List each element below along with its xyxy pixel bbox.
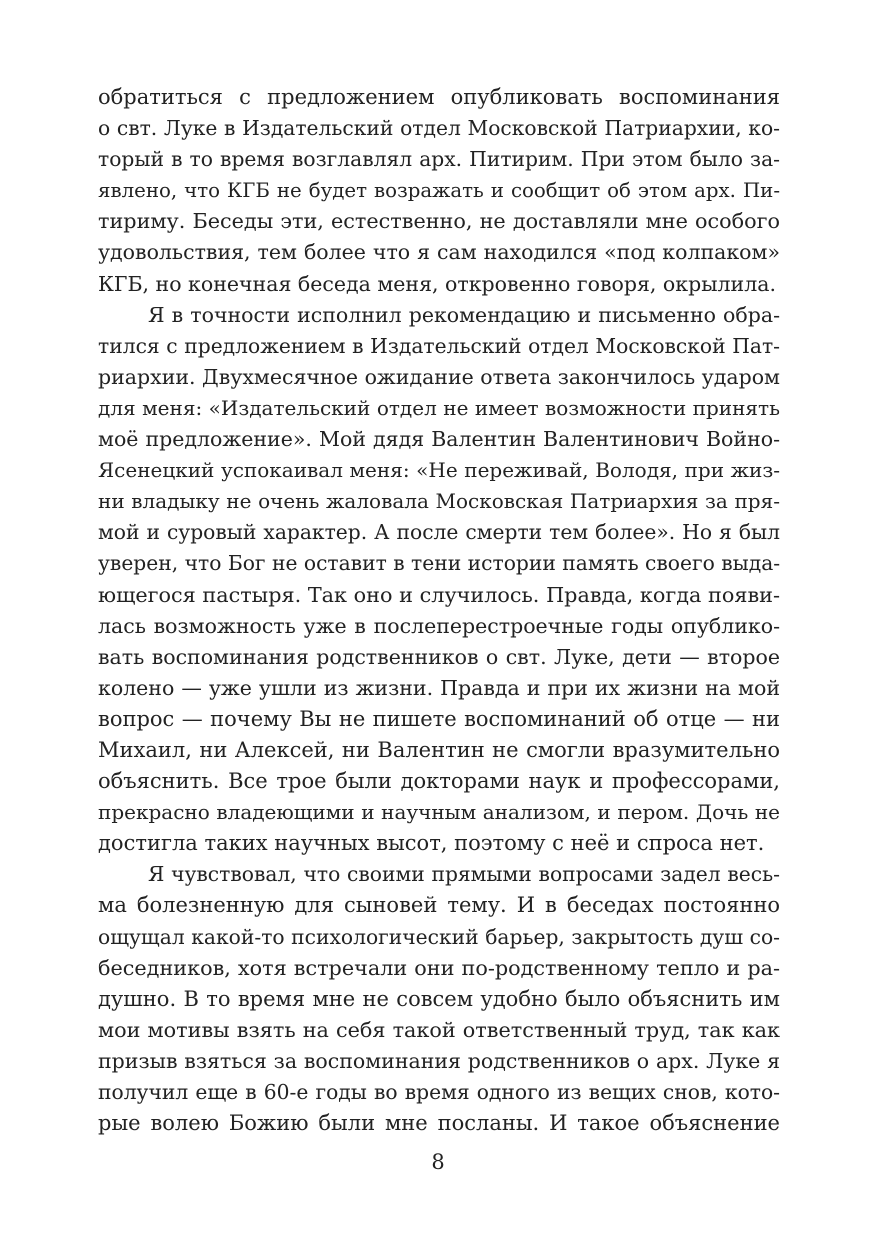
text-line: торый в то время возглавлял арх. Питирим. При этом было за-: [98, 147, 780, 172]
text-line: ощущал какой-то психологический барьер, закрытость душ со-: [98, 924, 780, 949]
text-line: прекрасно владеющими и научным анализом, и пером. Дочь не: [98, 800, 780, 825]
text-line: колено — уже ушли из жизни. Правда и при их жизни на мой: [98, 675, 780, 700]
text-line: объяснить. Все трое были докторами наук и профессорами,: [98, 769, 780, 794]
text-line: о свт. Луке в Издательский отдел Московской Патриархии, ко-: [98, 116, 780, 141]
text-line: Михаил, ни Алексей, ни Валентин не смогли вразумительно: [98, 737, 780, 762]
text-line: Я чувствовал, что своими прямыми вопросами задел весь-: [148, 862, 780, 887]
text-line: лась возможность уже в послеперестроечные годы опублико-: [98, 613, 780, 638]
text-line: моё предложение». Мой дядя Валентин Валентинович Войно-: [98, 427, 780, 452]
text-line: тириму. Беседы эти, естественно, не доставляли мне особого: [98, 209, 780, 234]
text-line: ни владыку не очень жаловала Московская Патриархия за пря-: [98, 489, 780, 514]
text-line: получил еще в 60-е годы во время одного из вещих снов, кото-: [98, 1080, 780, 1104]
text-line: призыв взяться за воспоминания родственников о арх. Луке я: [98, 1048, 780, 1073]
text-line: обратиться с предложением опубликовать воспоминания: [98, 85, 780, 109]
text-line: удовольствия, тем более что я сам находился «под колпаком»: [98, 240, 780, 265]
text-line: мой и суровый характер. А после смерти тем более». Но я был: [98, 520, 780, 545]
text-line: для меня: «Издательский отдел не имеет возможности принять: [98, 395, 780, 420]
text-line: уверен, что Бог не оставит в тени истории память своего выда-: [98, 551, 780, 576]
text-line: достигла таких научных высот, поэтому с неё и спроса нет.: [98, 831, 765, 856]
text-line: ющегося пастыря. Так оно и случилось. Правда, когда появи-: [98, 582, 780, 607]
text-line: явлено, что КГБ не будет возражать и сообщит об этом арх. Пи-: [98, 179, 780, 203]
text-line: ма болезненную для сыновей тему. И в беседах постоянно: [98, 893, 780, 918]
page-number: 8: [431, 1150, 445, 1174]
text-line: вать воспоминания родственников о свт. Луке, дети — второе: [98, 644, 780, 669]
text-line: Я в точности исполнил рекомендацию и письменно обра-: [148, 302, 780, 327]
text-line: риархии. Двухмесячное ожидание ответа закончилось ударом: [98, 364, 780, 389]
text-line: мои мотивы взять на себя такой ответственный труд, так как: [98, 1017, 780, 1042]
paragraph-3: [98, 859, 780, 1139]
text-line: Ясенецкий успокаивал меня: «Не переживай, Володя, при жиз-: [98, 458, 780, 483]
paragraph-1: [98, 82, 780, 300]
text-line: рые волею Божию были мне посланы. И такое объяснение: [98, 1111, 780, 1136]
text-line: КГБ, но конечная беседа меня, откровенно говоря, окрылила.: [98, 271, 776, 296]
text-line: вопрос — почему Вы не пишете воспоминаний об отце — ни: [98, 706, 780, 731]
text-line: тился с предложением в Издательский отдел Московской Пат-: [98, 333, 780, 358]
page-body: [98, 82, 780, 1139]
paragraph-2: [98, 300, 780, 860]
text-line: беседников, хотя встречали они по-родственному тепло и ра-: [98, 955, 780, 980]
text-line: душно. В то время мне не совсем удобно было объяснить им: [98, 986, 780, 1011]
